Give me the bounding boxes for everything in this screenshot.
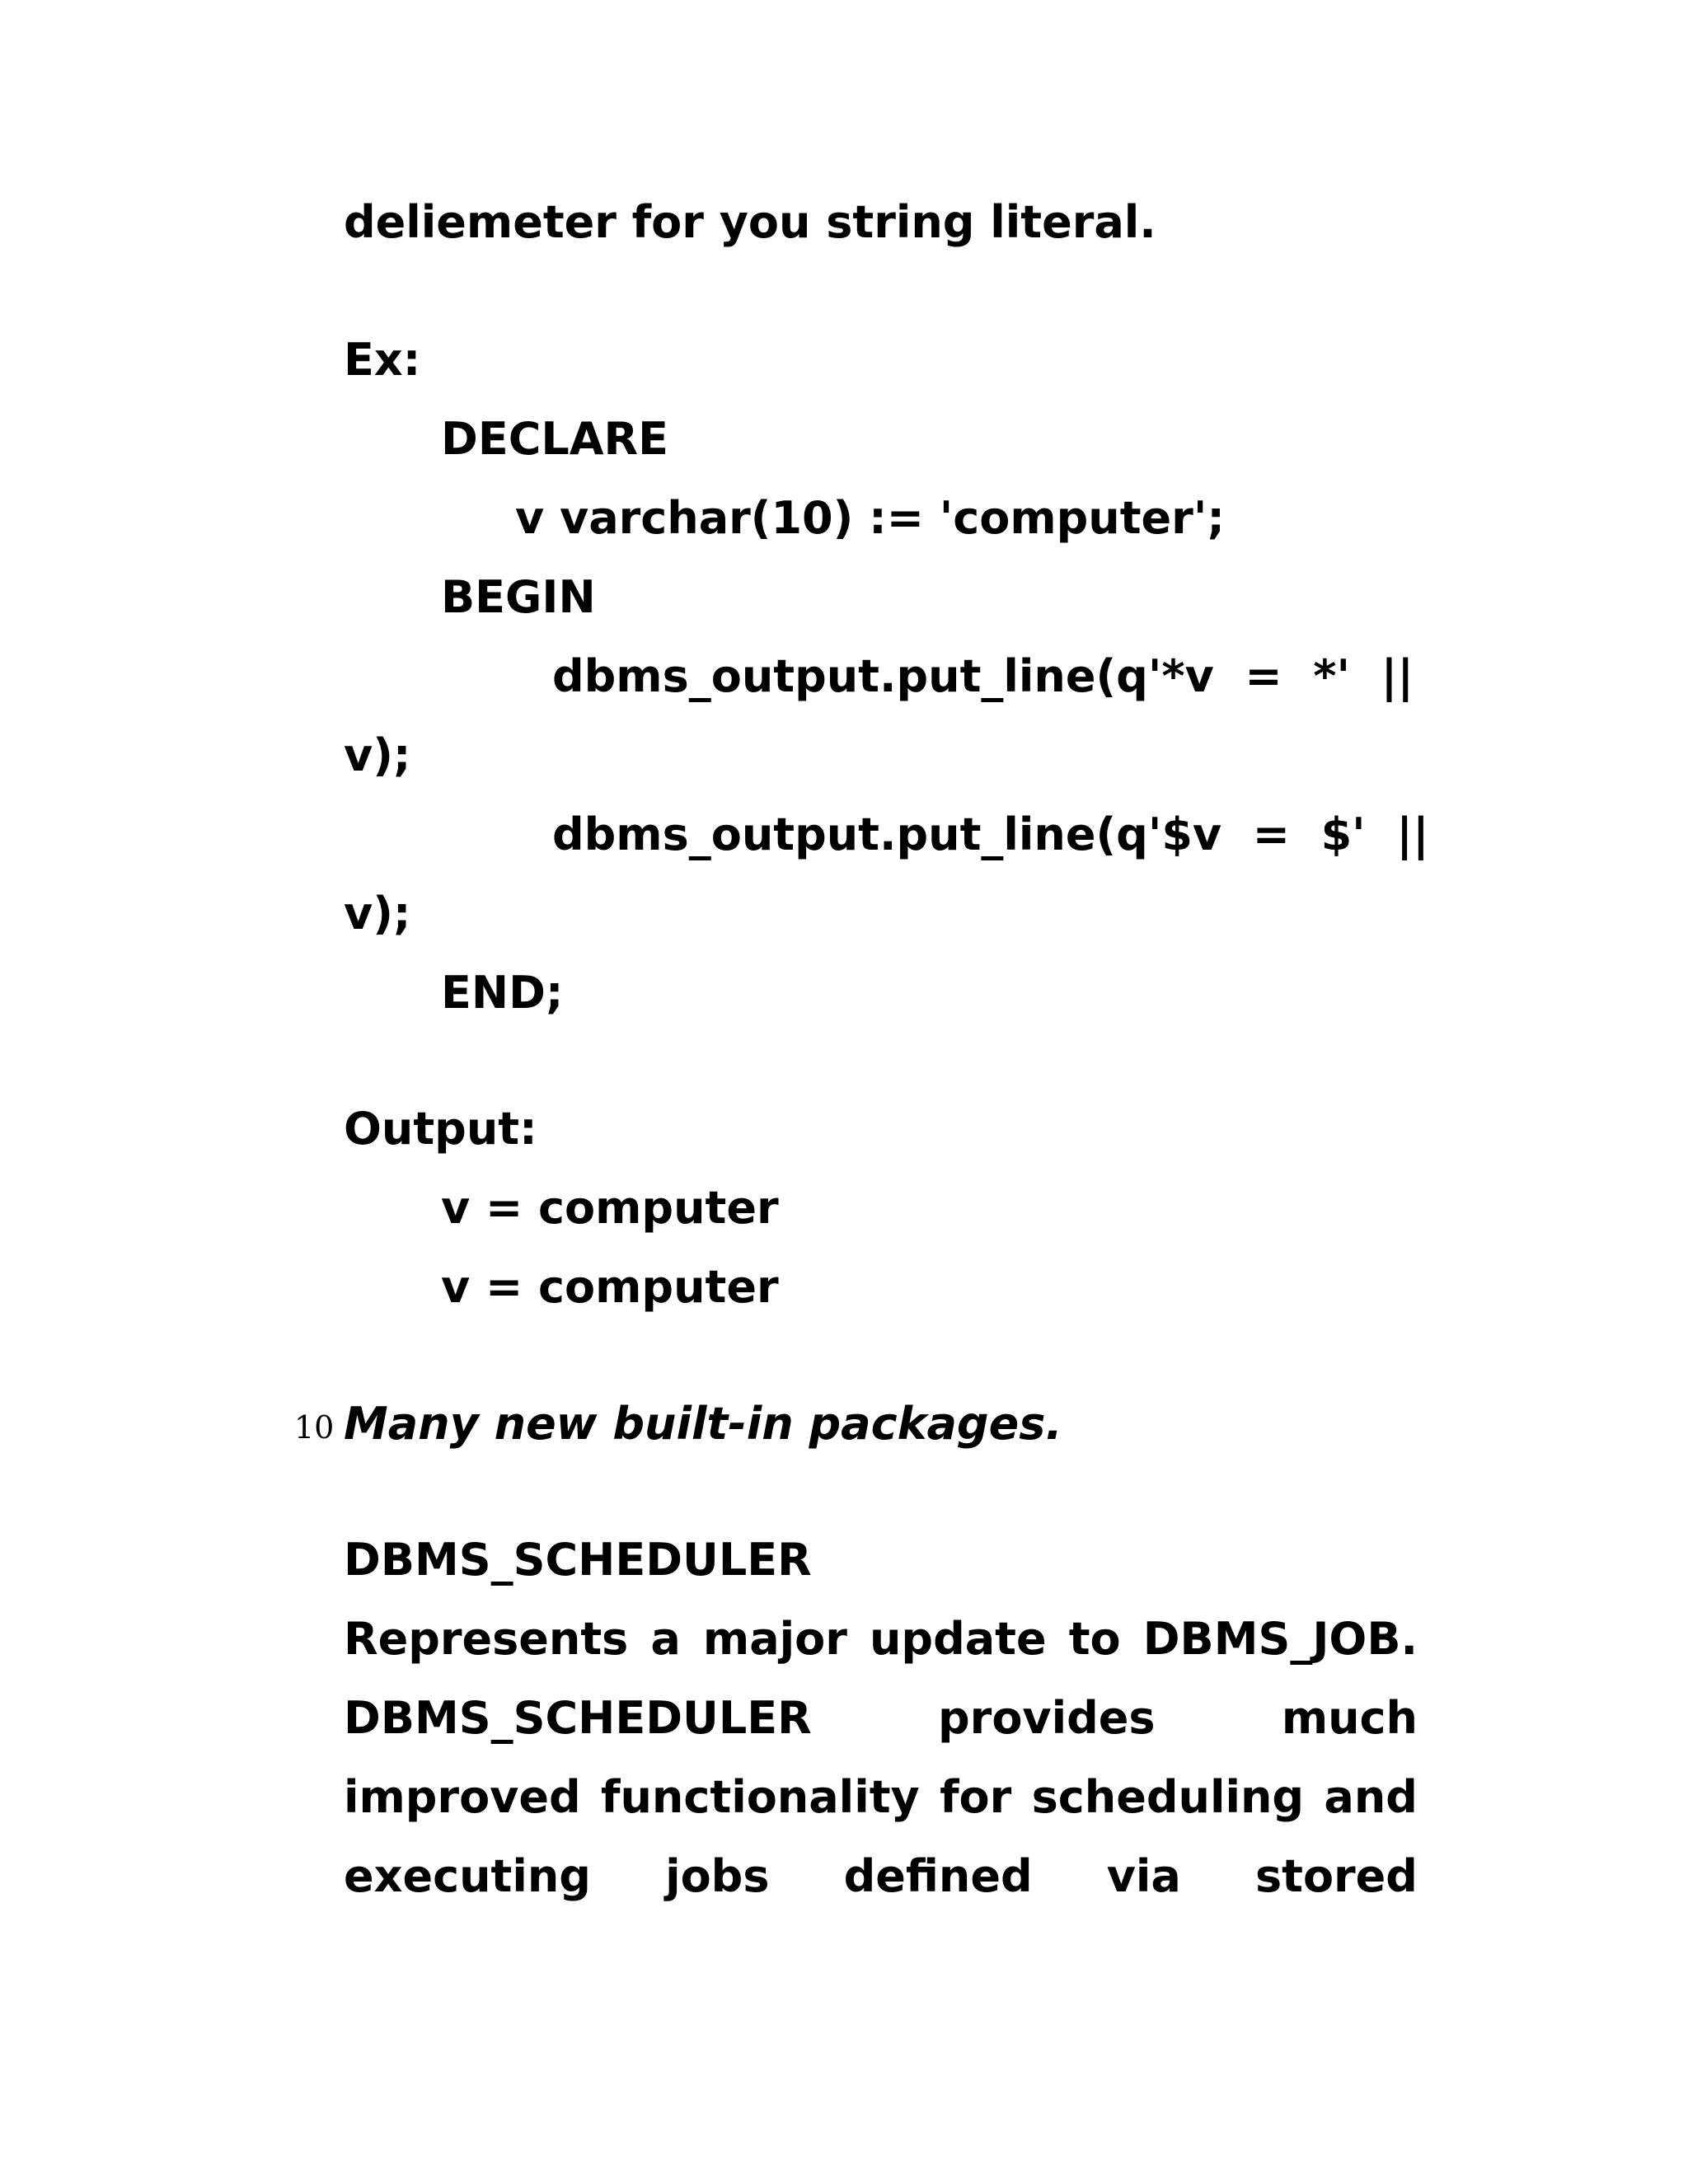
word: stored: [1254, 1850, 1418, 1902]
word: update: [869, 1613, 1047, 1665]
word: jobs: [665, 1850, 770, 1902]
output-label: Output:: [344, 1103, 537, 1155]
word: and: [1324, 1771, 1418, 1823]
code-put-line-2-continuation: v);: [344, 888, 411, 940]
word: functionality: [600, 1771, 920, 1823]
code-end: END;: [441, 967, 564, 1019]
word: for: [940, 1771, 1012, 1823]
word: a: [650, 1613, 681, 1665]
word: DBMS_JOB.: [1142, 1613, 1418, 1665]
section-title: Many new built-in packages.: [344, 1398, 1062, 1450]
word: much: [1281, 1692, 1418, 1744]
word: improved: [344, 1771, 581, 1823]
intro-line: deliemeter for you string literal.: [344, 196, 1156, 248]
output-line-2: v = computer: [441, 1261, 779, 1313]
scheduler-paragraph-line-2: [344, 1692, 1418, 1744]
word: Represents: [344, 1613, 629, 1665]
word: defined: [843, 1850, 1033, 1902]
scheduler-paragraph-line-1: [344, 1613, 1418, 1665]
word: major: [702, 1613, 847, 1665]
scheduler-heading: DBMS_SCHEDULER: [344, 1534, 812, 1586]
example-label: Ex:: [344, 334, 421, 386]
word: to: [1068, 1613, 1121, 1665]
scheduler-paragraph-line-3: [344, 1771, 1418, 1823]
word: scheduling: [1031, 1771, 1305, 1823]
word: provides: [938, 1692, 1156, 1744]
word: DBMS_SCHEDULER: [344, 1692, 812, 1744]
word: executing: [344, 1850, 591, 1902]
output-line-1: v = computer: [441, 1182, 779, 1234]
code-put-line-1-continuation: v);: [344, 729, 411, 781]
section-number: 10: [294, 1409, 335, 1446]
code-put-line-2: dbms_output.put_line(q'$v = $' ||: [552, 808, 1429, 860]
code-begin: BEGIN: [441, 571, 596, 623]
code-put-line-1: dbms_output.put_line(q'*v = *' ||: [552, 650, 1414, 702]
code-declare: DECLARE: [441, 413, 669, 465]
word: via: [1106, 1850, 1181, 1902]
scheduler-paragraph-line-4: [344, 1850, 1418, 1902]
code-var-declaration: v varchar(10) := 'computer';: [515, 492, 1225, 544]
